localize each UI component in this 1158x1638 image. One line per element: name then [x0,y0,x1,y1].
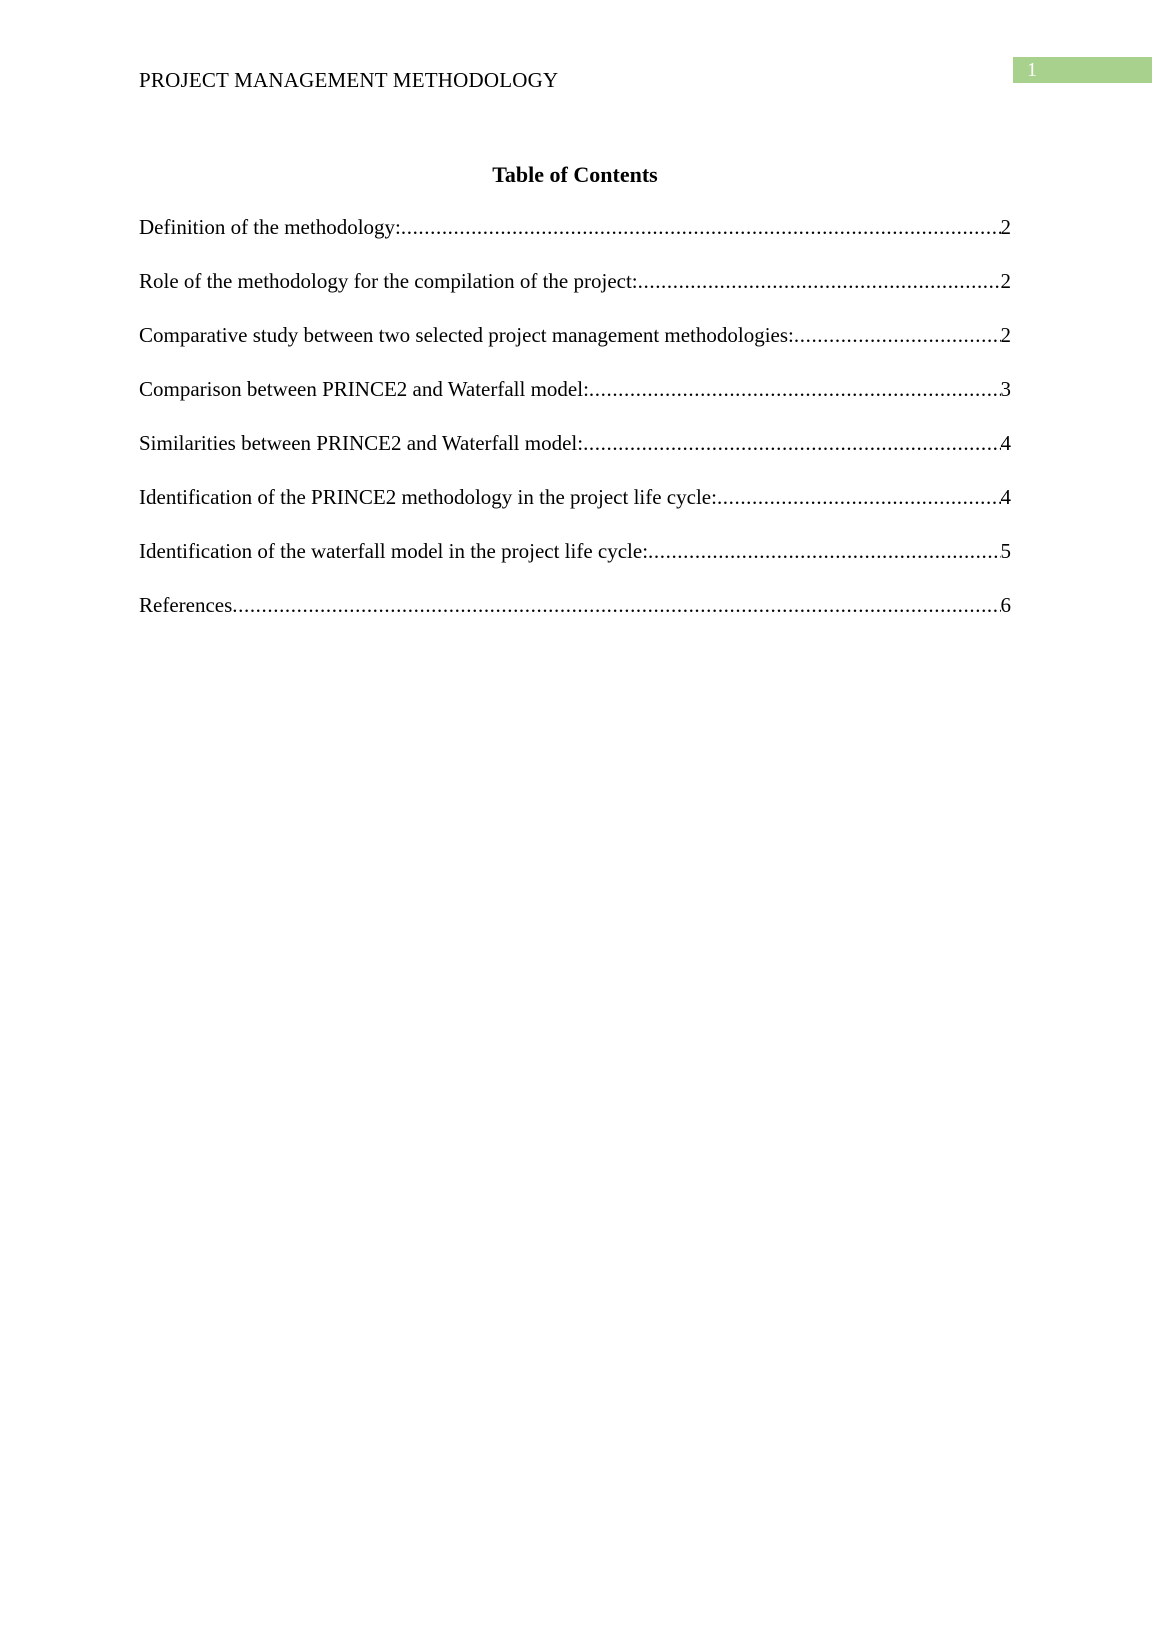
toc-entry[interactable] [139,591,1011,645]
toc-entry-page[interactable]: 2 [1000,269,1011,293]
toc-entry-title[interactable]: Definition of the methodology: [139,215,401,239]
toc-dot-leader [232,591,1000,619]
toc-entry[interactable] [139,483,1011,537]
toc-entry-title[interactable]: Similarities between PRINCE2 and Waterfall model: [139,431,584,455]
toc-entry-title[interactable]: Comparative study between two selected project management methodologies: [139,323,794,347]
toc-entry-title[interactable]: Comparison between PRINCE2 and Waterfall model: [139,377,589,401]
toc-entry-page[interactable]: 6 [1000,593,1011,617]
toc-entry[interactable] [139,267,1011,321]
toc-entry-page[interactable]: 2 [1000,215,1011,239]
toc-entry-title[interactable]: Identification of the waterfall model in the project life cycle: [139,539,649,563]
toc-entry[interactable] [139,375,1011,429]
toc-dot-leader [717,483,1001,511]
table-of-contents [139,213,1011,645]
toc-dot-leader [648,537,1000,565]
toc-entry[interactable] [139,213,1011,267]
toc-entry[interactable] [139,537,1011,591]
toc-dot-leader [589,375,1001,403]
toc-entry-title[interactable]: References [139,593,233,617]
toc-entry-title[interactable]: Role of the methodology for the compilation of the project: [139,269,638,293]
toc-entry-page[interactable]: 2 [1000,323,1011,347]
toc-entry[interactable] [139,321,1011,375]
toc-dot-leader [583,429,1000,457]
toc-dot-leader [638,267,1001,295]
toc-entry-page[interactable]: 4 [1000,485,1011,509]
toc-dot-leader [401,213,1001,241]
toc-dot-leader [794,321,1001,349]
toc-heading: Table of Contents [492,162,658,187]
running-header-title: PROJECT MANAGEMENT METHODOLOGY [139,68,559,92]
toc-entry-page[interactable]: 3 [1000,377,1011,401]
toc-entry[interactable] [139,429,1011,483]
toc-entry-page[interactable]: 5 [1000,539,1011,563]
toc-entry-page[interactable]: 4 [1000,431,1011,455]
page-number: 1 [1027,59,1037,81]
page-number-badge [1013,57,1152,83]
toc-entry-title[interactable]: Identification of the PRINCE2 methodology in the project life cycle: [139,485,717,509]
